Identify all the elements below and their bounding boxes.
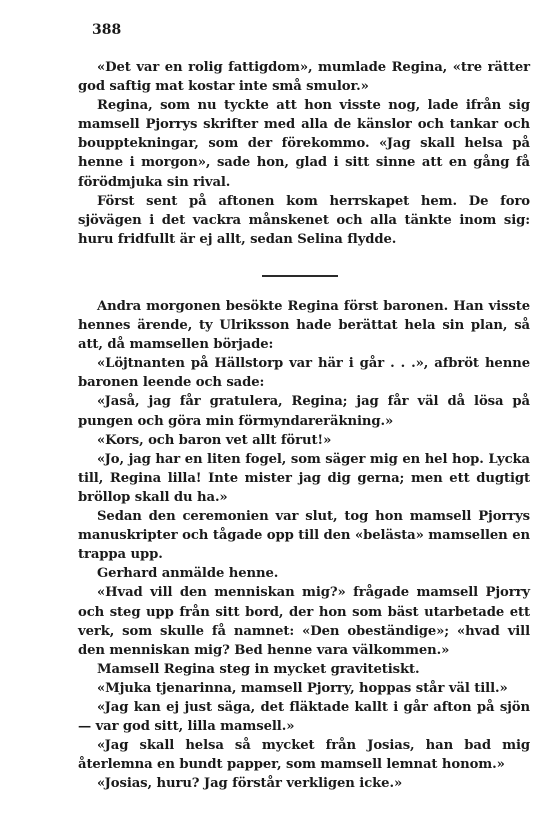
- text-section-1: [78, 58, 530, 249]
- paragraph: Sedan den ceremonien var slut, tog hon mamsell Pjorrys manuskripter och tågade opp till den «belästa» mamsellen en trappa upp.: [78, 509, 530, 563]
- paragraph: «Jo, jag har en liten fogel, som säger mig en hel hop. Lycka till, Regina lilla! Inte mister jag dig gerna; men ett dugtigt bröllop skall du ha.»: [78, 451, 530, 505]
- paragraph: Mamsell Regina steg in mycket gravitetiskt.: [97, 661, 420, 677]
- paragraph: «Jag skall helsa så mycket från Josias, han bad mig återlemna en bundt papper, som mamsell lemnat honom.»: [78, 738, 530, 773]
- paragraph: Först sent på aftonen kom herrskapet hem. De foro sjövägen i det vackra månskenet och alla tänkte inom sig: huru fridfullt är ej allt, sedan Selina flydde.: [78, 193, 530, 247]
- paragraph: «Löjtnanten på Hällstorp var här i går . . .», afbröt henne baronen leende och sade:: [78, 356, 530, 391]
- paragraph: «Jaså, jag får gratulera, Regina; jag får väl då lösa på pungen och göra min förmyndareräkning.»: [78, 394, 530, 429]
- paragraph: «Mjuka tjenarinna, mamsell Pjorry, hoppas står väl till.»: [97, 680, 508, 696]
- page-number: 388: [92, 22, 122, 38]
- paragraph: «Kors, och baron vet allt förut!»: [97, 432, 332, 448]
- paragraph: Gerhard anmälde henne.: [97, 566, 279, 582]
- paragraph: «Det var en rolig fattigdom», mumlade Regina, «tre rätter god saftig mat kostar inte små smulor.»: [78, 60, 530, 95]
- paragraph: «Josias, huru? Jag förstår verkligen icke.»: [97, 776, 403, 792]
- section-divider: [262, 275, 338, 277]
- paragraph: Andra morgonen besökte Regina först baronen. Han visste hennes ärende, ty Ulriksson hade berättat hela sin plan, så att, då mamsellen började:: [78, 299, 530, 353]
- text-section-2: [78, 297, 530, 793]
- paragraph: «Jag kan ej just säga, det fläktade kallt i går afton på sjön — var god sitt, lilla mamsell.»: [78, 699, 530, 735]
- paragraph: «Hvad vill den menniskan mig?» frågade mamsell Pjorry och steg upp från sitt bord, der hon som bäst utarbetade ett verk, som skulle få namnet: «Den obeständige»; «hvad vill den menniskan mig? Bed henne vara välkommen.»: [78, 585, 530, 658]
- paragraph: Regina, som nu tyckte att hon visste nog, lade ifrån sig mamsell Pjorrys skrifter med alla de känslor och tankar och boupptekningar, som der förekommo. «Jag skall helsa på henne i morgon», sade hon, glad i sitt sinne att en gång få förödmjuka sin rival.: [78, 98, 530, 190]
